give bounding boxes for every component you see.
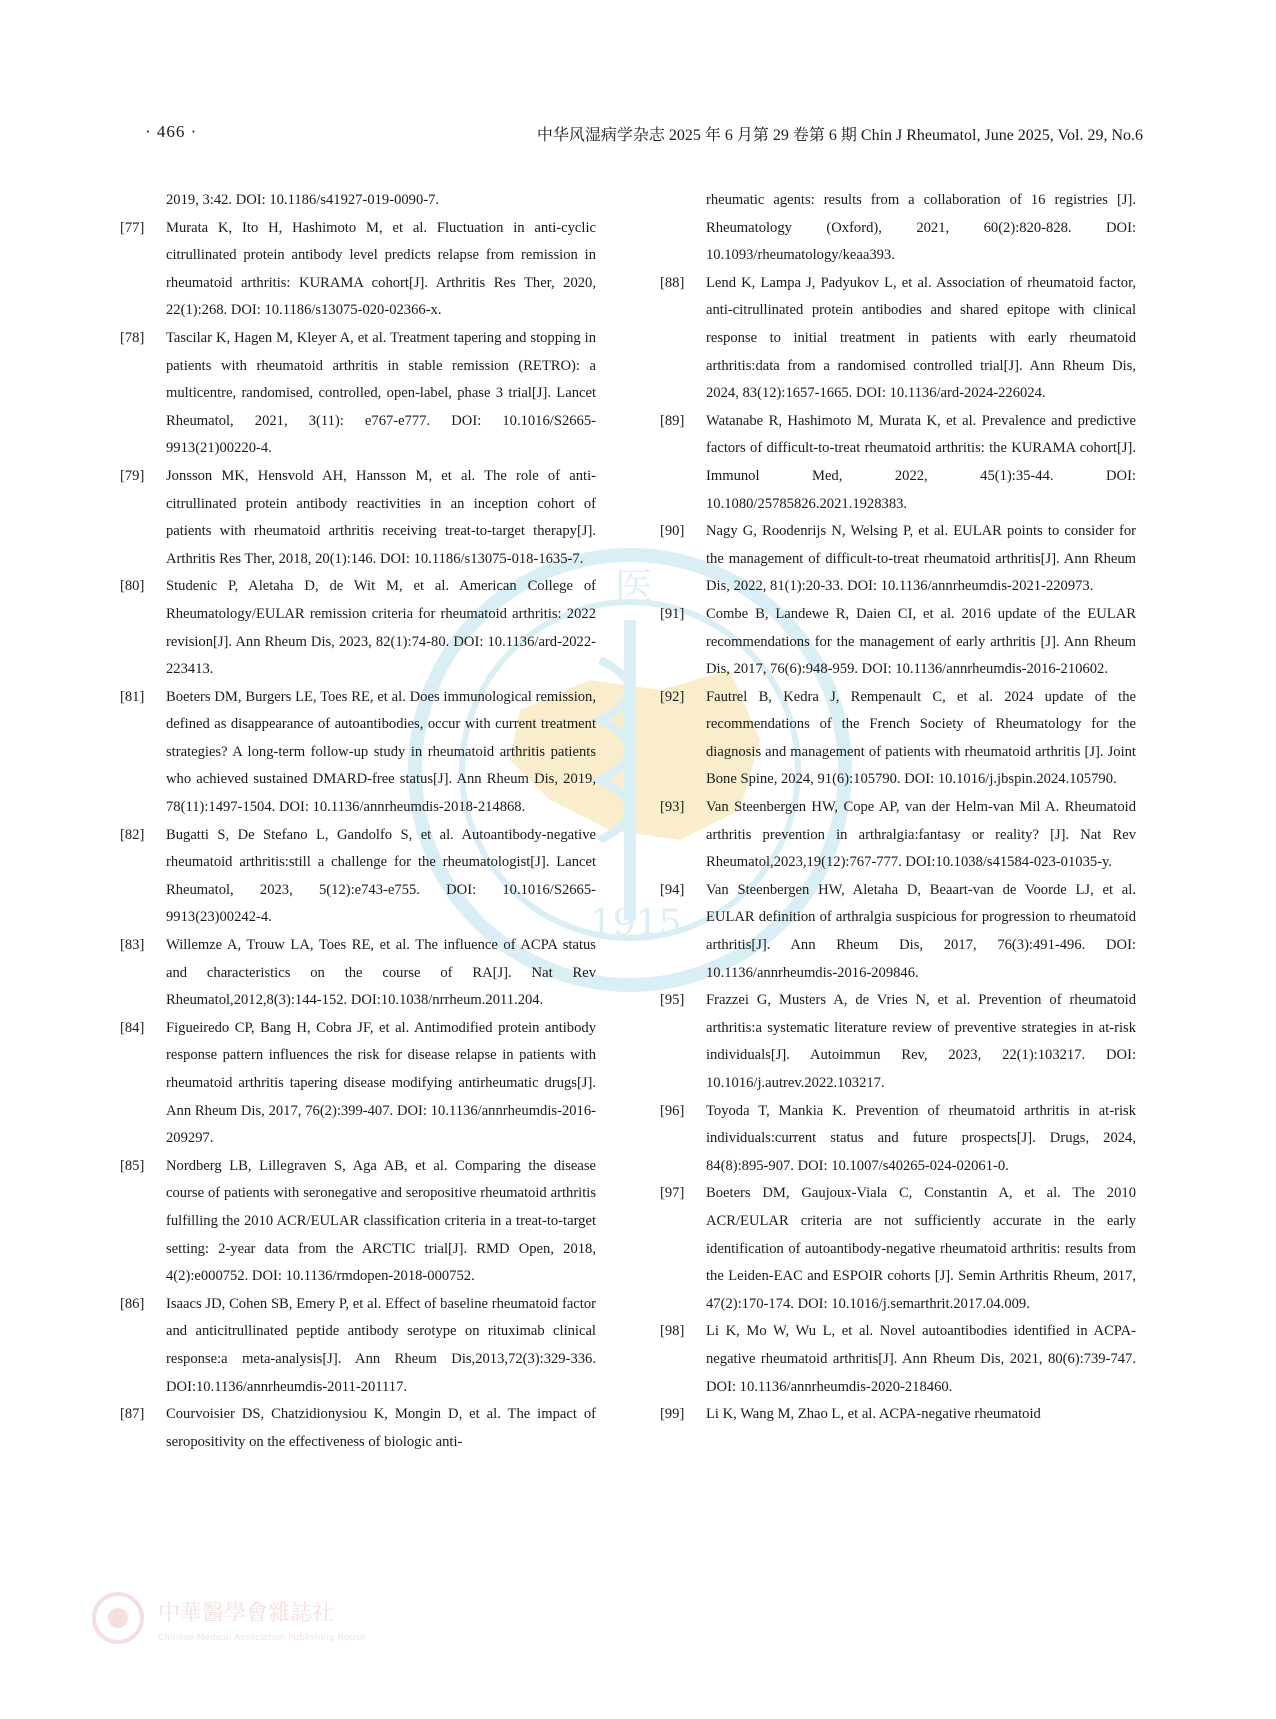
reference-number: [90]	[660, 523, 685, 540]
reference-text: Boeters DM, Burgers LE, Toes RE, et al. Does immunological remission, defined as disappearance of autoantibodies, occur with current treatment strategies? A long-term follow-up study in rheumatoid arthritis patients who achieved sustained DMARD-free status[J]. Ann Rheum Dis, 2019, 78(11):1497-1504. DOI: 10.1136/annrheumdis-2018-214868.	[166, 688, 596, 816]
reference-text: Isaacs JD, Cohen SB, Emery P, et al. Effect of baseline rheumatoid factor and anticitrullinated peptide antibody serotype on rituximab clinical response:a meta-analysis[J]. Ann Rheum Dis,2013,72(3):329-336. DOI:10.1136/annrheumdis-2011-201117.	[166, 1295, 596, 1395]
reference-column-left	[120, 187, 596, 1456]
reference-number: [77]	[120, 219, 145, 236]
reference-number: [81]	[120, 688, 145, 705]
reference-number: [94]	[660, 881, 685, 898]
reference-number: [92]	[660, 688, 685, 705]
reference-number: [97]	[660, 1185, 685, 1202]
watermark-year: 1915	[590, 903, 682, 944]
reference-text: Watanabe R, Hashimoto M, Murata K, et al. Prevalence and predictive factors of difficult-to-treat rheumatoid arthritis: the KURAMA cohort[J]. Immunol Med, 2022, 45(1):35-44. DOI: 10.1080/25785826.2021.1928383.	[706, 412, 1136, 512]
reference-text: Nordberg LB, Lillegraven S, Aga AB, et al. Comparing the disease course of patients with seronegative and seropositive rheumatoid arthritis fulfilling the 2010 ACR/EULAR classification criteria in a treat-to-target setting: 2-year data from the ARCTIC trial[J]. RMD Open, 2018, 4(2):e000752. DOI: 10.1136/rmdopen-2018-000752.	[166, 1157, 596, 1285]
reference-number: [88]	[660, 274, 685, 291]
reference-number: [96]	[660, 1102, 685, 1119]
reference-text: Studenic P, Aletaha D, de Wit M, et al. American College of Rheumatology/EULAR remission criteria for rheumatoid arthritis: 2022 revision[J]. Ann Rheum Dis, 2023, 82(1):74-80. DOI: 10.1136/ard-2022-223413.	[166, 578, 596, 678]
reference-entry	[660, 1401, 1136, 1429]
reference-text: Bugatti S, De Stefano L, Gandolfo S, et al. Autoantibody-negative rheumatoid arthritis:still a challenge for the rheumatologist[J]. Lancet Rheumatol, 2023, 5(12):e743-e755. DOI: 10.1016/S2665-9913(23)00242-4.	[166, 826, 596, 926]
reference-text: Figueiredo CP, Bang H, Cobra JF, et al. Antimodified protein antibody response pattern influences the risk for disease relapse in patients with rheumatoid arthritis tapering disease modifying antirheumatic drugs[J]. Ann Rheum Dis, 2017, 76(2):399-407. DOI: 10.1136/annrheumdis-2016-209297.	[166, 1019, 596, 1147]
page-header	[0, 122, 1276, 152]
reference-number: [89]	[660, 412, 685, 429]
reference-number: [87]	[120, 1406, 145, 1423]
reference-entry	[660, 270, 1136, 408]
reference-text: Lend K, Lampa J, Padyukov L, et al. Association of rheumatoid factor, anti-citrullinated protein antibodies and shared epitope with clinical response to initial treatment in patients with early rheumatoid arthritis:data from a randomised controlled trial[J]. Ann Rheum Dis, 2024, 83(12):1657-1665. DOI: 10.1136/ard-2024-226024.	[706, 274, 1136, 402]
publisher-name-en: Chinese Medical Association Publishing House	[158, 1633, 366, 1643]
reference-entry	[166, 187, 596, 215]
reference-entry	[120, 573, 596, 683]
reference-text: Nagy G, Roodenrijs N, Welsing P, et al. EULAR points to consider for the management of difficult-to-treat rheumatoid arthritis[J]. Ann Rheum Dis, 2022, 81(1):20-33. DOI: 10.1136/annrheumdis-2021-220973.	[706, 523, 1136, 595]
reference-text: Murata K, Ito H, Hashimoto M, et al. Fluctuation in anti-cyclic citrullinated protein antibody level predicts relapse from remission in rheumatoid arthritis: KURAMA cohort[J]. Arthritis Res Ther, 2020, 22(1):268. DOI: 10.1186/s13075-020-02366-x.	[166, 219, 596, 319]
reference-entry	[120, 822, 596, 932]
reference-number: [99]	[660, 1406, 685, 1423]
reference-number: [82]	[120, 826, 145, 843]
reference-number: [85]	[120, 1157, 145, 1174]
reference-text: Tascilar K, Hagen M, Kleyer A, et al. Treatment tapering and stopping in patients with rheumatoid arthritis in stable remission (RETRO): a multicentre, randomised, controlled, open-label, phase 3 trial[J]. Lancet Rheumatol, 2021, 3(11): e767-e777. DOI: 10.1016/S2665-9913(21)00220-4.	[166, 329, 596, 457]
reference-entry	[660, 877, 1136, 987]
reference-text: Combe B, Landewe R, Daien CI, et al. 2016 update of the EULAR recommendations for the management of early arthritis [J]. Ann Rheum Dis, 2017, 76(6):948-959. DOI: 10.1136/annrheumdis-2016-210602.	[706, 605, 1136, 678]
reference-text: Toyoda T, Mankia K. Prevention of rheumatoid arthritis in at-risk individuals:current status and future prospects[J]. Drugs, 2024, 84(8):895-907. DOI: 10.1007/s40265-024-02061-0.	[706, 1102, 1136, 1174]
reference-number: [91]	[660, 605, 685, 622]
reference-entry	[660, 1180, 1136, 1318]
page-number: · 466 ·	[145, 122, 198, 141]
reference-number: [78]	[120, 329, 145, 346]
reference-number: [93]	[660, 799, 685, 816]
reference-entry	[660, 601, 1136, 684]
reference-number: [86]	[120, 1295, 145, 1312]
reference-text: Boeters DM, Gaujoux-Viala C, Constantin A, et al. The 2010 ACR/EULAR criteria are not sufficiently accurate in the early identification of autoantibody-negative rheumatoid arthritis: results from the Leiden-EAC and ESPOIR cohorts [J]. Semin Arthritis Rheum, 2017, 47(2):170-174. DOI: 10.1016/j.semarthrit.2017.04.009.	[706, 1185, 1136, 1312]
reference-entry	[120, 325, 596, 463]
reference-text: rheumatic agents: results from a collaboration of 16 registries [J]. Rheumatology (Oxford), 2021, 60(2):820-828. DOI: 10.1093/rheumatology/keaa393.	[706, 192, 1136, 264]
reference-entry	[660, 794, 1136, 877]
reference-text: 2019, 3:42. DOI: 10.1186/s41927-019-0090-7.	[166, 192, 440, 208]
reference-entry	[660, 1318, 1136, 1401]
reference-entry	[120, 1291, 596, 1401]
reference-entry	[120, 1153, 596, 1291]
reference-text: Courvoisier DS, Chatzidionysiou K, Mongin D, et al. The impact of seropositivity on the effectiveness of biologic anti-	[166, 1406, 596, 1450]
reference-text: Willemze A, Trouw LA, Toes RE, et al. The influence of ACPA status and characteristics on the course of RA[J]. Nat Rev Rheumatol,2012,8(3):144-152. DOI:10.1038/nrrheum.2011.204.	[166, 937, 596, 1009]
reference-entry	[120, 1401, 596, 1456]
reference-number: [79]	[120, 467, 145, 484]
reference-entry	[660, 987, 1136, 1097]
reference-entry	[120, 684, 596, 822]
reference-number: [80]	[120, 578, 145, 595]
reference-entry	[120, 463, 596, 573]
reference-text: Li K, Mo W, Wu L, et al. Novel autoantibodies identified in ACPA-negative rheumatoid arthritis[J]. Ann Rheum Dis, 2021, 80(6):739-747. DOI: 10.1136/annrheumdis-2020-218460.	[706, 1323, 1136, 1395]
reference-text: Van Steenbergen HW, Cope AP, van der Helm-van Mil A. Rheumatoid arthritis prevention in arthralgia:fantasy or reality? [J]. Nat Rev Rheumatol,2023,19(12):767-777. DOI:10.1038/s41584-023-01035-y.	[706, 799, 1136, 871]
reference-text: Van Steenbergen HW, Aletaha D, Beaart-van de Voorde LJ, et al. EULAR definition of arthralgia suspicious for progression to rheumatoid arthritis[J]. Ann Rheum Dis, 2017, 76(3):491-496. DOI: 10.1136/annrheumdis-2016-209846.	[706, 881, 1136, 981]
reference-entry	[706, 187, 1136, 270]
reference-entry	[660, 408, 1136, 518]
reference-number: [83]	[120, 937, 145, 954]
reference-text: Jonsson MK, Hensvold AH, Hansson M, et al. The role of anti-citrullinated protein antibody reactivities in an inception cohort of patients with rheumatoid arthritis receiving treat-to-target therapy[J]. Arthritis Res Ther, 2018, 20(1):146. DOI: 10.1186/s13075-018-1635-7.	[166, 467, 596, 567]
reference-entry	[120, 215, 596, 325]
reference-number: [98]	[660, 1323, 685, 1340]
reference-entry	[660, 518, 1136, 601]
reference-number: [84]	[120, 1019, 145, 1036]
reference-column-right	[660, 187, 1136, 1429]
reference-entry	[660, 684, 1136, 794]
publisher-logo	[88, 1588, 588, 1648]
watermark-character: 医	[615, 565, 654, 609]
publisher-name-cn: 中華醫學會雜誌社	[158, 1601, 335, 1626]
reference-entry	[660, 1098, 1136, 1181]
reference-text: Frazzei G, Musters A, de Vries N, et al. Prevention of rheumatoid arthritis:a systematic literature review of preventive strategies in at-risk individuals[J]. Autoimmun Rev, 2023, 22(1):103217. DOI: 10.1016/j.autrev.2022.103217.	[706, 992, 1136, 1091]
reference-text: Li K, Wang M, Zhao L, et al. ACPA-negative rheumatoid	[706, 1406, 1041, 1423]
reference-entry	[120, 932, 596, 1015]
reference-text: Fautrel B, Kedra J, Rempenault C, et al. 2024 update of the recommendations of the French Society of Rheumatology for the diagnosis and management of patients with rheumatoid arthritis [J]. Joint Bone Spine, 2024, 91(6):105790. DOI: 10.1016/j.jbspin.2024.105790.	[706, 688, 1136, 788]
reference-entry	[120, 1015, 596, 1153]
reference-number: [95]	[660, 992, 685, 1009]
journal-running-title: 中华风湿病学杂志 2025 年 6 月第 29 卷第 6 期 Chin J Rheumatol, June 2025, Vol. 29, No.6	[536, 127, 1143, 144]
